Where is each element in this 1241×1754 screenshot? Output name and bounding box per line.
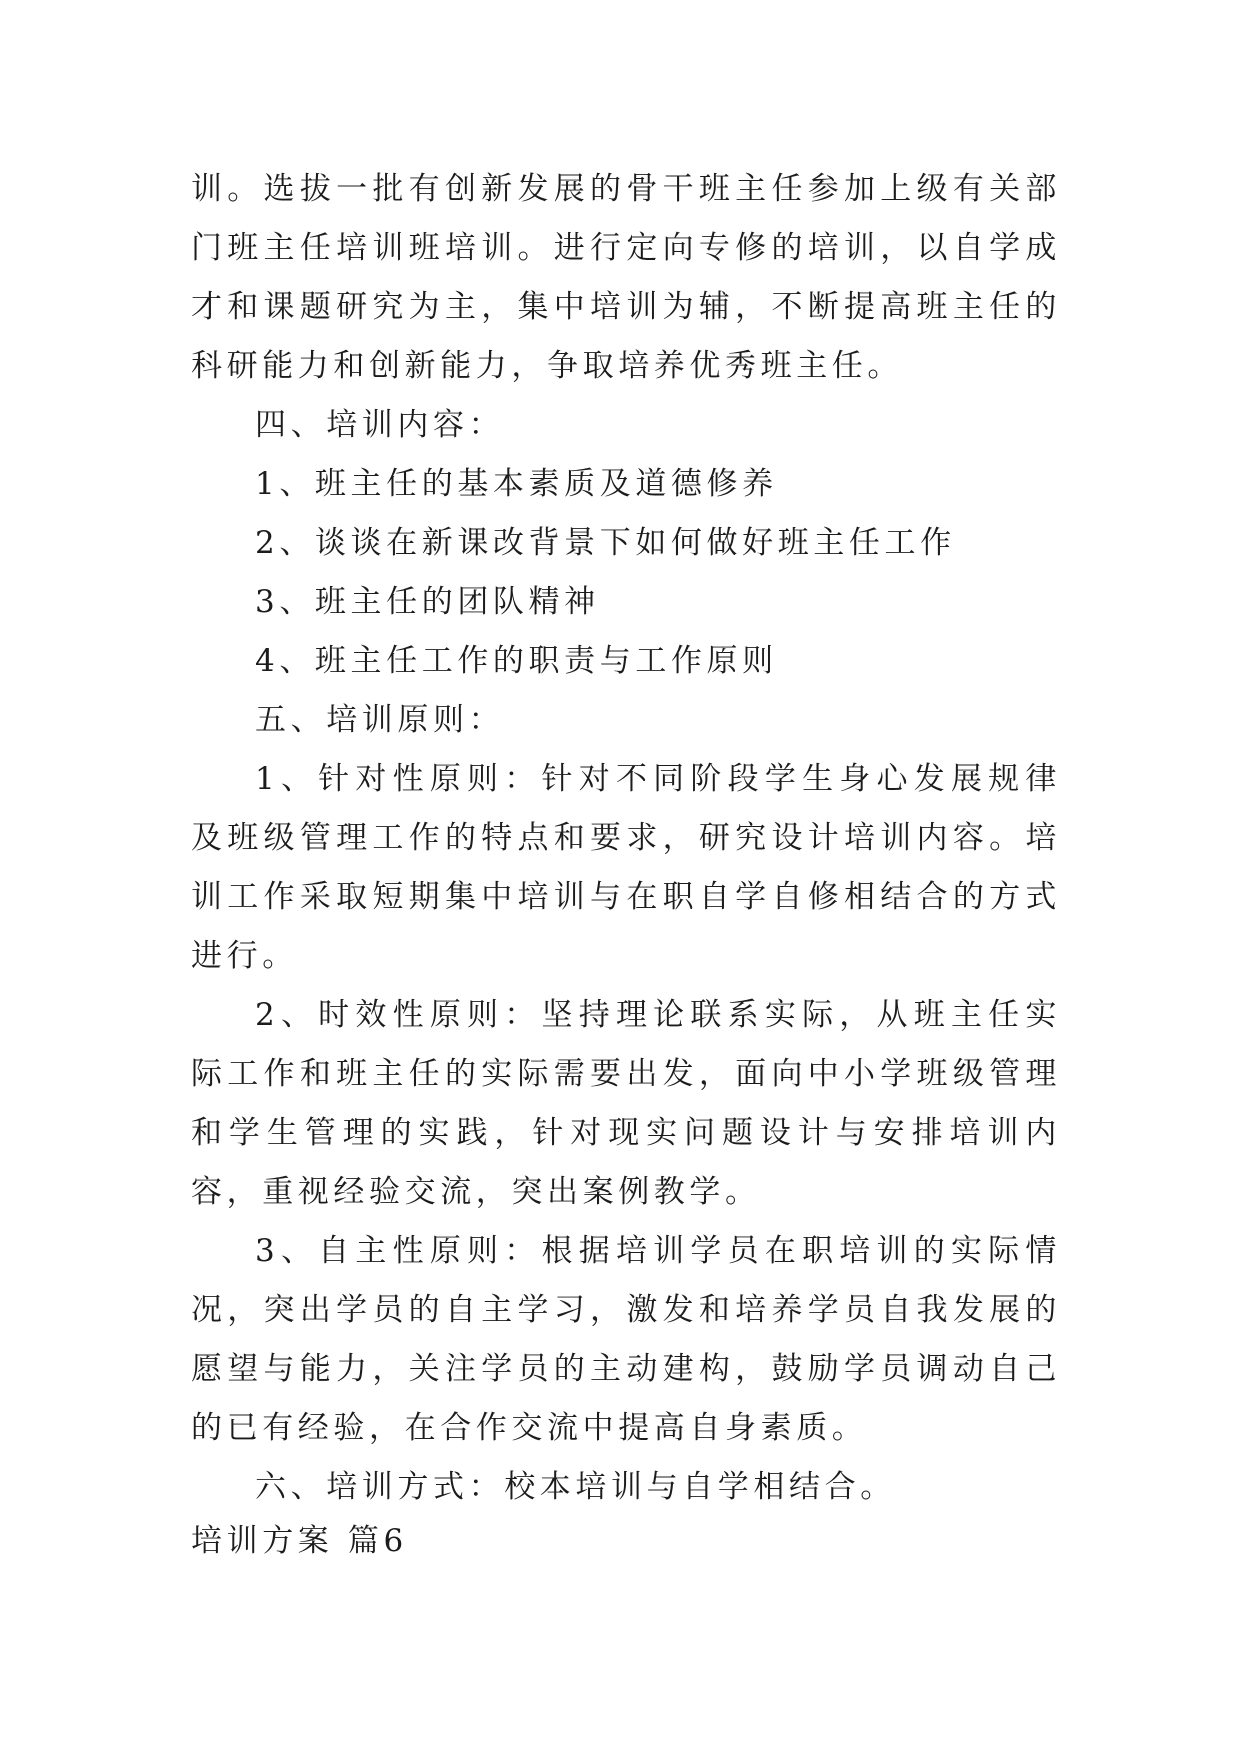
heading-training-method: 六、培训方式：校本培训与自学相结合。 <box>255 1469 896 1505</box>
list-item-content-4: 4、班主任工作的职责与工作原则 <box>255 643 778 679</box>
section-title: 培训方案 篇6 <box>191 1523 408 1559</box>
heading-training-principles: 五、培训原则： <box>255 702 505 738</box>
principle-paragraph-2: 2、时效性原则：坚持理论联系实际，从班主任实际工作和班主任的实际需要出发，面向中小学班级管理和学生管理的实践，针对现实问题设计与安排培训内容，重视经验交流，突出案例教学。 <box>191 997 1061 1210</box>
list-item-content-3: 3、班主任的团队精神 <box>255 584 600 620</box>
principle-paragraph-3: 3、自主性原则：根据培训学员在职培训的实际情况，突出学员的自主学习，激发和培养学员自我发展的愿望与能力，关注学员的主动建构，鼓励学员调动自己的已有经验，在合作交流中提高自身素质。 <box>191 1233 1061 1446</box>
paragraph-continuation: 训。选拔一批有创新发展的骨干班主任参加上级有关部门班主任培训班培训。进行定向专修的培训，以自学成才和课题研究为主，集中培训为辅，不断提高班主任的科研能力和创新能力，争取培养优秀班主任。 <box>191 171 1061 384</box>
document-body <box>191 160 1061 1517</box>
list-item-content-2: 2、谈谈在新课改背景下如何做好班主任工作 <box>255 525 956 561</box>
list-item-content-1: 1、班主任的基本素质及道德修养 <box>255 466 778 502</box>
heading-training-content: 四、培训内容： <box>255 407 505 443</box>
principle-paragraph-1: 1、针对性原则：针对不同阶段学生身心发展规律及班级管理工作的特点和要求，研究设计培训内容。培训工作采取短期集中培训与在职自学自修相结合的方式进行。 <box>191 761 1061 974</box>
